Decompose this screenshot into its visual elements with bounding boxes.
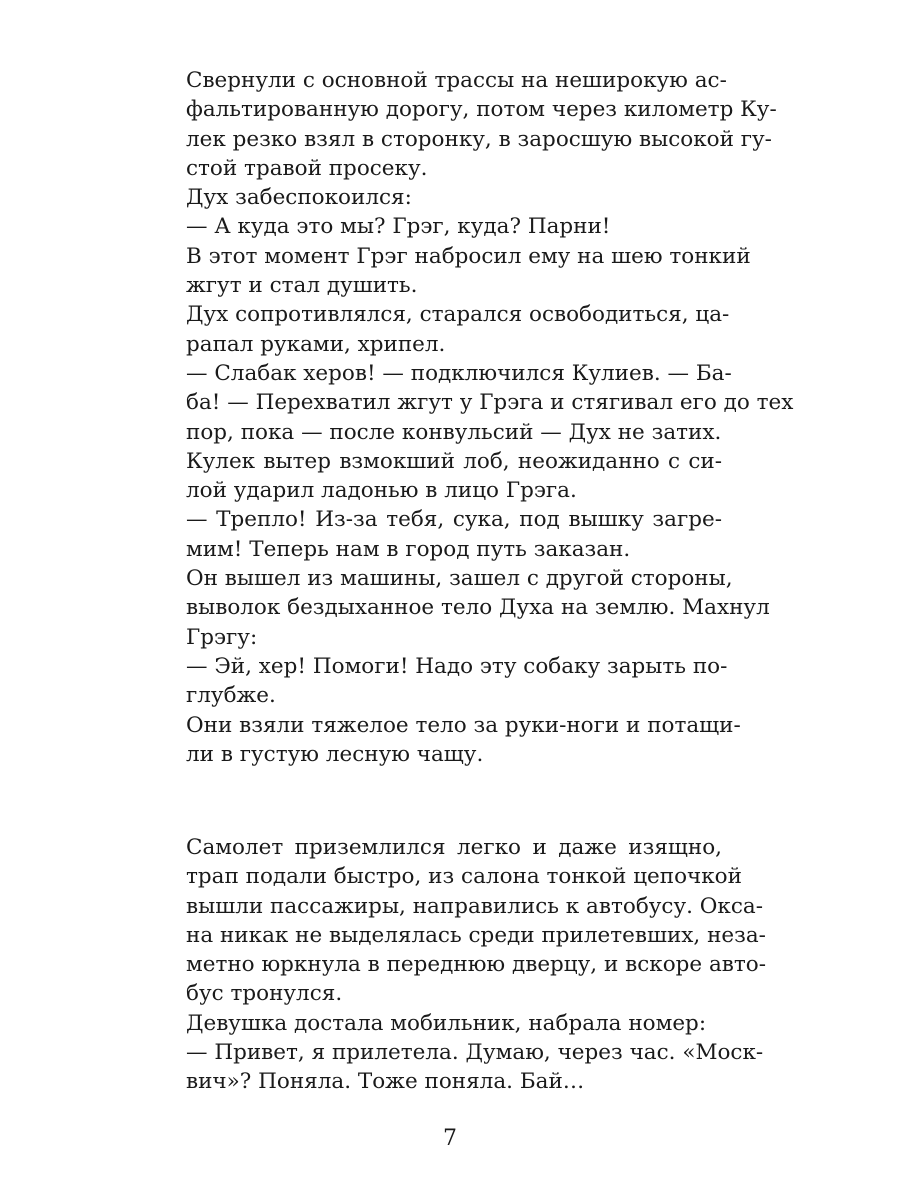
text-section-2 <box>156 833 766 1097</box>
text-line: мим! Теперь нам в город путь заказан. <box>186 536 631 562</box>
paragraph <box>156 564 770 652</box>
text-line: пор, пока — после конвульсий — Дух не затих. <box>186 419 722 445</box>
text-line: — Привет, я прилетела. Думаю, через час. «Моск- <box>186 1040 764 1066</box>
text-line: Он вышел из машины, зашел с другой стороны, <box>186 566 733 592</box>
paragraph <box>156 359 794 447</box>
paragraph <box>156 66 777 183</box>
paragraph <box>156 505 722 564</box>
paragraph <box>156 711 741 770</box>
text-line: Дух сопротивлялся, старался освободиться, ца- <box>186 302 730 328</box>
paragraph <box>156 652 728 711</box>
text-line: метно юркнула в переднюю дверцу, и вскоре авто- <box>186 952 766 978</box>
paragraph <box>156 1038 764 1097</box>
text-line: лек резко взял в сторонку, в заросшую высокой гу- <box>186 126 772 152</box>
text-section-1 <box>156 66 794 769</box>
paragraph <box>156 183 722 212</box>
page-number: 7 <box>443 1126 457 1151</box>
text-line: — Трепло! Из-за тебя, сука, под вышку загре- <box>186 507 722 533</box>
text-line: Кулек вытер взмокший лоб, неожиданно с си- <box>186 448 722 474</box>
paragraph <box>156 447 722 506</box>
paragraph <box>156 833 766 1009</box>
text-line: стой травой просеку. <box>186 155 428 181</box>
text-line: трап подали быстро, из салона тонкой цепочкой <box>186 864 742 890</box>
text-line: — Слабак херов! — подключился Кулиев. — Ба- <box>186 360 732 386</box>
text-line: фальтированную дорогу, потом через километр Ку- <box>186 97 777 123</box>
paragraph <box>156 212 722 241</box>
text-line: на никак не выделялась среди прилетевших, неза- <box>186 922 766 948</box>
text-line: рапал руками, хрипел. <box>186 331 446 357</box>
text-line: Девушка достала мобильник, набрала номер: <box>186 1010 707 1036</box>
text-line: вич»? Поняла. Тоже поняла. Бай… <box>186 1069 585 1095</box>
text-line: глубже. <box>186 683 276 709</box>
text-line: лой ударил ладонью в лицо Грэга. <box>186 478 577 504</box>
text-line: выволок бездыханное тело Духа на землю. Махнул <box>186 595 770 621</box>
text-line: Дух забеспокоился: <box>186 185 412 211</box>
text-line: — Эй, хер! Помоги! Надо эту собаку зарыть по- <box>186 653 728 679</box>
text-line: бус тронулся. <box>186 981 343 1007</box>
paragraph <box>156 300 730 359</box>
text-line: ли в густую лесную чащу. <box>186 741 484 767</box>
paragraph <box>156 1009 722 1038</box>
text-line: вышли пассажиры, направились к автобусу. Окса- <box>186 893 763 919</box>
text-line: — А куда это мы? Грэг, куда? Парни! <box>186 214 611 240</box>
text-line: жгут и стал душить. <box>186 273 418 299</box>
paragraph <box>156 242 751 301</box>
text-line: В этот момент Грэг набросил ему на шею тонкий <box>186 243 751 269</box>
text-line: Свернули с основной трассы на неширокую ас- <box>186 68 727 93</box>
text-line: Грэгу: <box>186 624 258 650</box>
text-line: Они взяли тяжелое тело за руки-ноги и потащи- <box>186 712 741 738</box>
text-line: ба! — Перехватил жгут у Грэга и стягивал его до тех <box>186 390 794 416</box>
text-line: Самолет приземлился легко и даже изящно, <box>186 835 722 860</box>
